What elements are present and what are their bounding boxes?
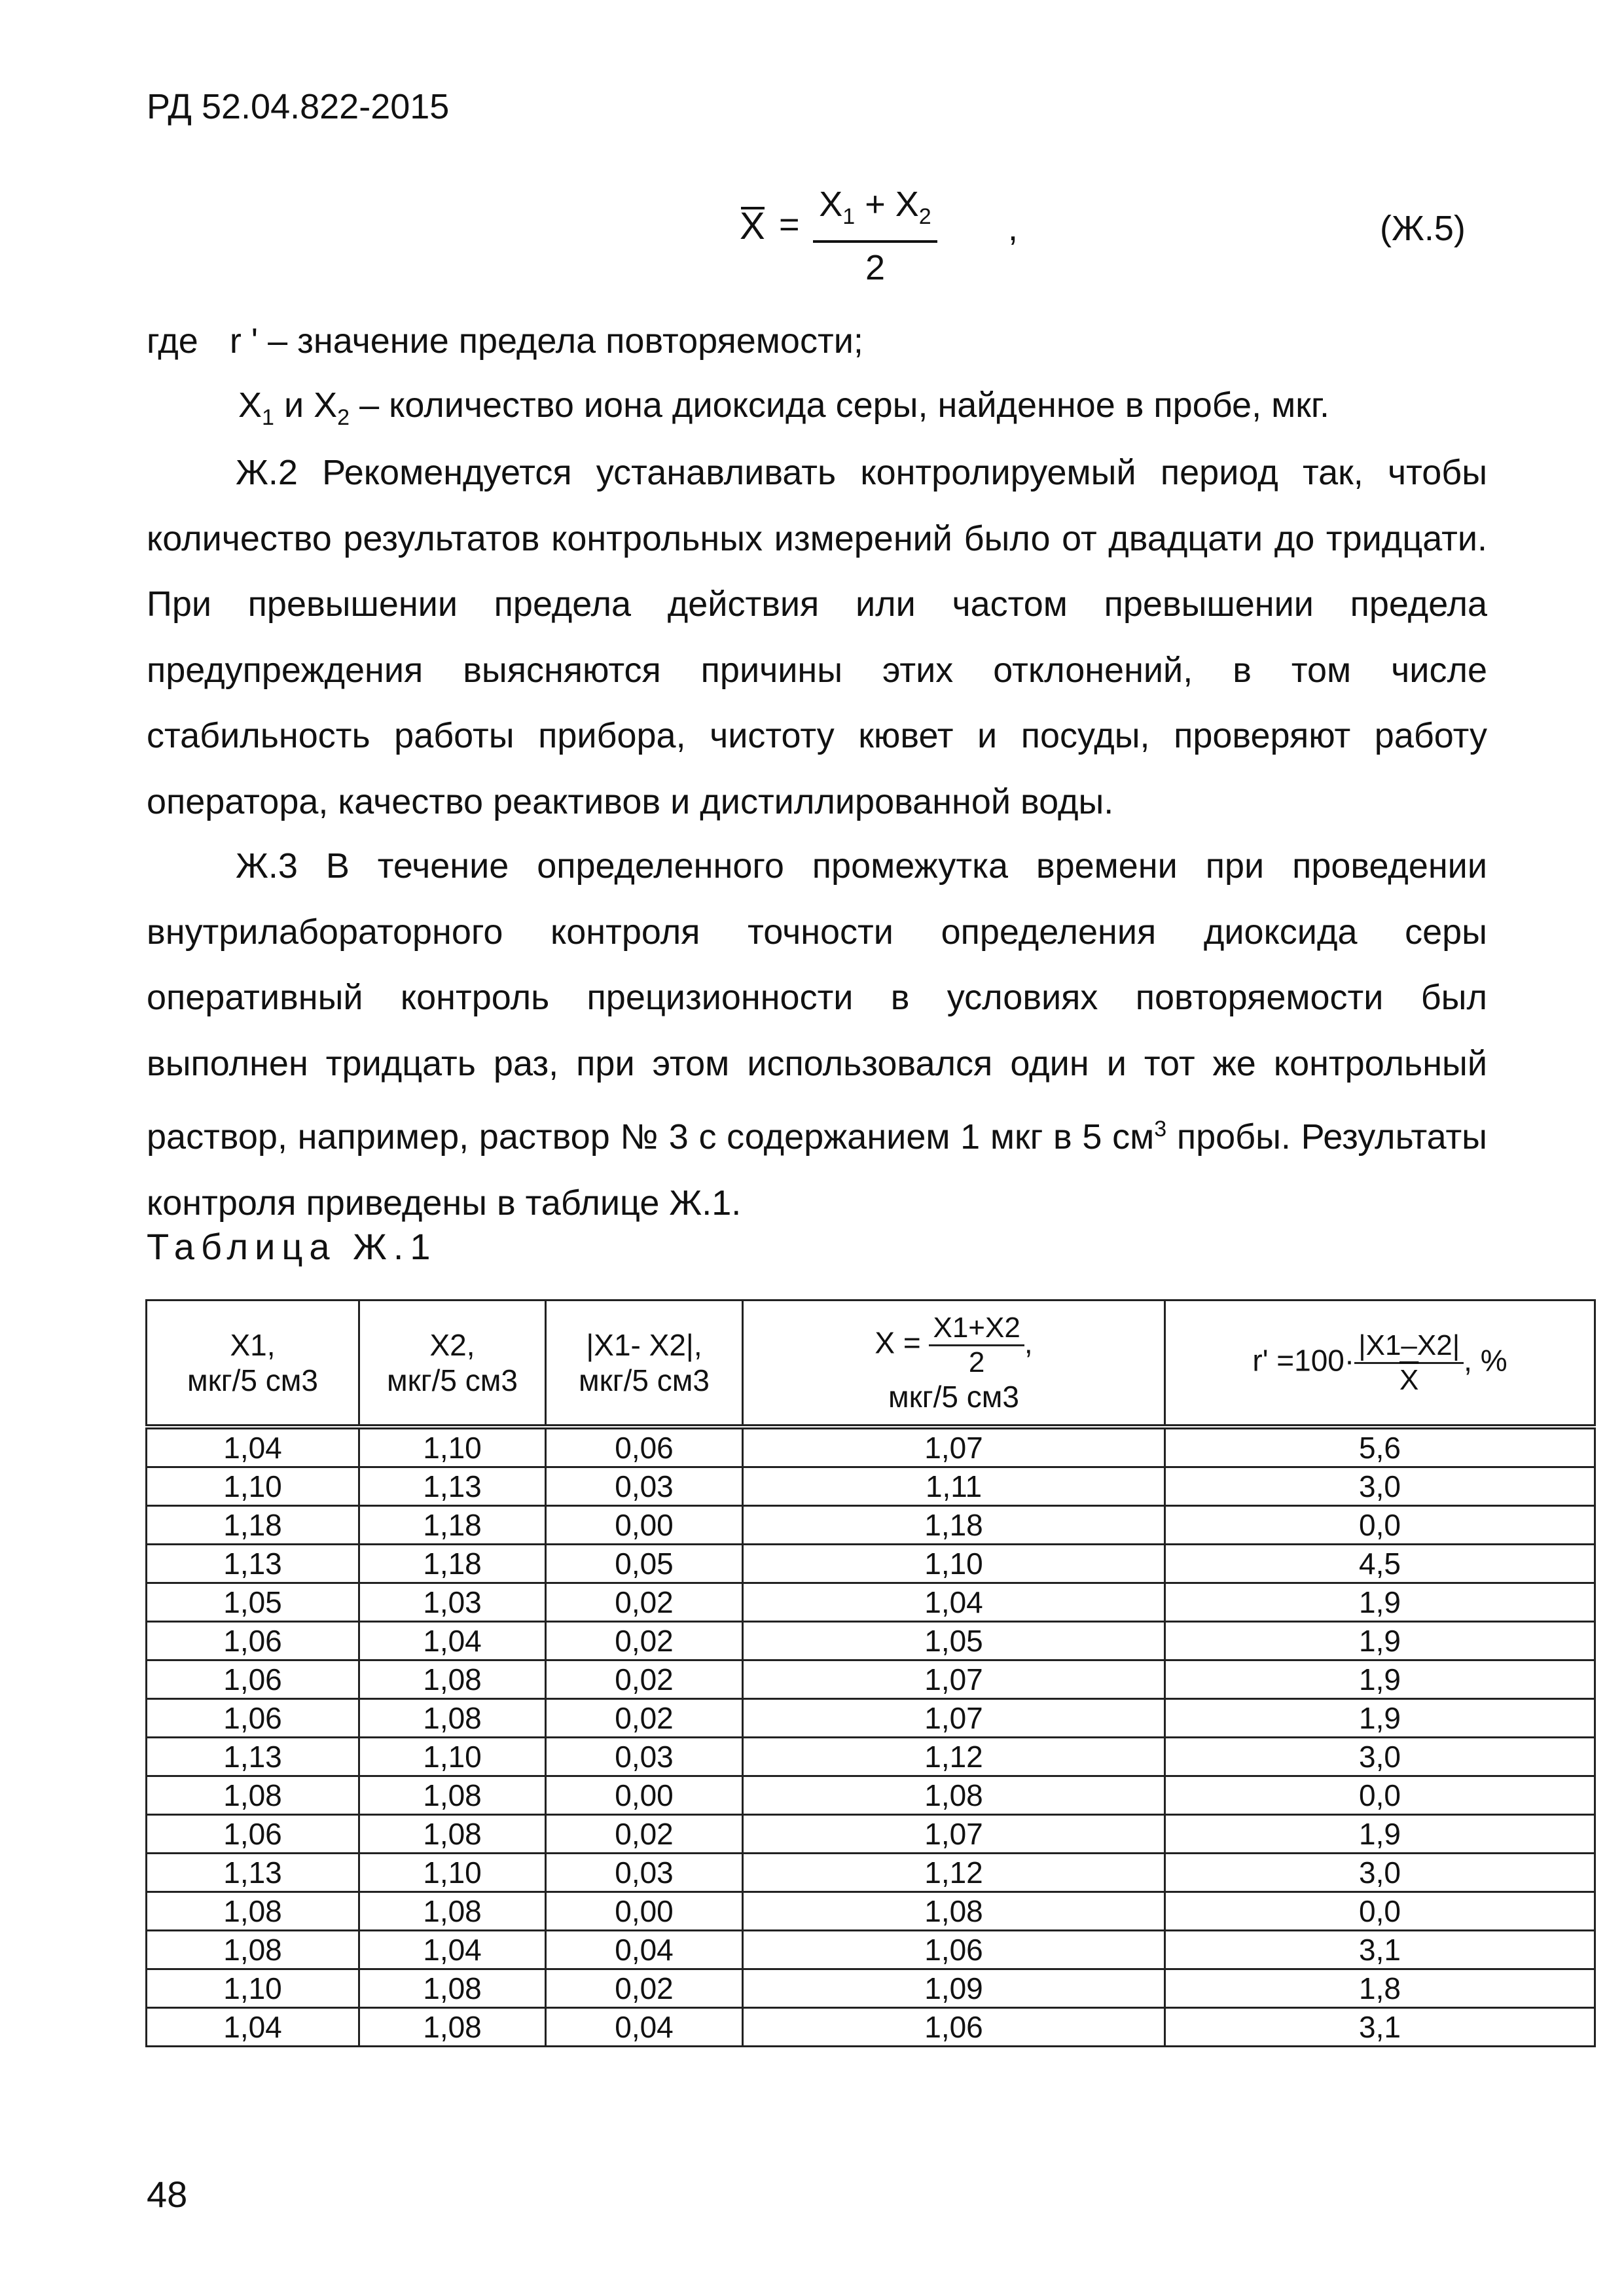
table-row: [147, 1660, 1595, 1699]
header-x2: X2, мкг/5 см3: [359, 1300, 546, 1427]
table-cell: 3,0: [1165, 1854, 1595, 1892]
table-cell: 1,10: [359, 1738, 546, 1776]
table-cell: 1,09: [743, 1969, 1165, 2008]
formula-comma: ,: [1008, 209, 1019, 248]
table-cell: 1,08: [359, 1660, 546, 1699]
table-cell: 1,04: [743, 1583, 1165, 1622]
table-header-row: [147, 1300, 1595, 1427]
table-row: [147, 1583, 1595, 1622]
table-cell: 1,18: [359, 1545, 546, 1583]
table-cell: 0,03: [546, 1467, 743, 1506]
table-cell: 0,03: [546, 1854, 743, 1892]
formula-denominator: 2: [865, 247, 886, 287]
table-row: [147, 1892, 1595, 1931]
table-cell: 4,5: [1165, 1545, 1595, 1583]
formula-equals: =: [779, 205, 800, 244]
table-cell: 1,12: [743, 1854, 1165, 1892]
table-cell: 1,04: [147, 2008, 359, 2047]
table-cell: 1,06: [147, 1660, 359, 1699]
table-cell: 1,9: [1165, 1699, 1595, 1738]
definition-x: $X_1$ и $X_2$ – количество иона диоксида серы, найденное в пробе, мкг.: [238, 386, 1329, 430]
table-cell: 1,9: [1165, 1583, 1595, 1622]
table-cell: 0,0: [1165, 1506, 1595, 1545]
page-number: 48: [147, 2174, 188, 2215]
table-cell: 1,08: [743, 1776, 1165, 1815]
table-cell: 1,12: [743, 1738, 1165, 1776]
table-row: [147, 1699, 1595, 1738]
table-row: [147, 1969, 1595, 2008]
table-cell: 1,18: [743, 1506, 1165, 1545]
table-cell: 1,07: [743, 1699, 1165, 1738]
table-cell: 1,07: [743, 1815, 1165, 1854]
table-cell: 1,08: [743, 1892, 1165, 1931]
table-cell: 1,06: [147, 1622, 359, 1660]
table-cell: 0,0: [1165, 1892, 1595, 1931]
table-cell: 1,9: [1165, 1622, 1595, 1660]
table-row: [147, 1776, 1595, 1815]
table-cell: 1,10: [147, 1467, 359, 1506]
table-cell: 1,08: [359, 1815, 546, 1854]
table-cell: 1,08: [359, 1699, 546, 1738]
table-cell: 0,04: [546, 1931, 743, 1969]
table-cell: 1,9: [1165, 1660, 1595, 1699]
table-cell: 1,11: [743, 1467, 1165, 1506]
document-header: РД 52.04.822-2015: [147, 87, 450, 126]
table-cell: 1,05: [147, 1583, 359, 1622]
table-cell: 5,6: [1165, 1427, 1595, 1467]
table-row: [147, 1622, 1595, 1660]
table-cell: 0,02: [546, 1583, 743, 1622]
equation-number: (Ж.5): [1380, 209, 1466, 248]
table-cell: 0,05: [546, 1545, 743, 1583]
table-cell: 1,13: [147, 1545, 359, 1583]
table-cell: 1,08: [359, 1892, 546, 1931]
table-cell: 1,08: [359, 1969, 546, 2008]
table-cell: 1,04: [359, 1622, 546, 1660]
table-cell: 3,0: [1165, 1738, 1595, 1776]
table-cell: 1,08: [147, 1892, 359, 1931]
table-cell: 1,10: [359, 1427, 546, 1467]
table-cell: 1,06: [147, 1815, 359, 1854]
formula-lhs: X: [740, 205, 765, 247]
where-word: где: [147, 321, 198, 361]
table-cell: 0,02: [546, 1660, 743, 1699]
r-definition: r ' – значение предела повторяемости;: [229, 321, 863, 361]
formula-numerator: $X_1 + X_2$: [819, 185, 931, 229]
table-cell: 3,1: [1165, 2008, 1595, 2047]
table-cell: 1,13: [147, 1854, 359, 1892]
table-cell: 1,10: [359, 1854, 546, 1892]
table-cell: 1,07: [743, 1427, 1165, 1467]
table-cell: 1,03: [359, 1583, 546, 1622]
table-cell: 1,10: [147, 1969, 359, 2008]
table-cell: 0,00: [546, 1776, 743, 1815]
header-repeatability: r' =100· $\frac{|X1-X2|}{X}$ , %: [1165, 1300, 1595, 1427]
table-cell: 0,02: [546, 1969, 743, 2008]
table-cell: 1,8: [1165, 1969, 1595, 2008]
table-cell: 3,0: [1165, 1467, 1595, 1506]
header-abs-diff: |X1- X2|, мкг/5 см3: [546, 1300, 743, 1427]
header-mean: X = $\frac{X1+X2}{2}$ , мкг/5 см3: [743, 1300, 1165, 1427]
table-cell: 0,06: [546, 1427, 743, 1467]
table-cell: 1,07: [743, 1660, 1165, 1699]
table-cell: 1,18: [359, 1506, 546, 1545]
results-table: [145, 1299, 1596, 2047]
table-cell: 0,02: [546, 1622, 743, 1660]
table-cell: 1,08: [359, 2008, 546, 2047]
table-cell: 0,04: [546, 2008, 743, 2047]
table-row: [147, 1427, 1595, 1467]
table-row: [147, 1467, 1595, 1506]
table-row: [147, 1815, 1595, 1854]
table-cell: 1,08: [147, 1776, 359, 1815]
table-row: [147, 1545, 1595, 1583]
definition-r: [147, 321, 863, 361]
table-row: [147, 1738, 1595, 1776]
formula-fraction: [813, 183, 937, 289]
table-cell: 1,06: [743, 1931, 1165, 1969]
table-cell: 1,04: [147, 1427, 359, 1467]
table-cell: 1,04: [359, 1931, 546, 1969]
table-cell: 3,1: [1165, 1931, 1595, 1969]
table-cell: 0,00: [546, 1506, 743, 1545]
paragraph-zh3: Ж.3 В течение определенного промежутка времени при проведении внутрилабораторного контроля точности определения диоксида серы оперативный контроль прецизионности в условиях повторяемости был выполнен тридцать раз, при этом использовался один и тот же контрольный раствор, например, раствор № 3 с содержанием 1 мкг в 5 $см^3$ пробы. Результаты контроля приведены в таблице Ж.1.: [147, 846, 1487, 1223]
table-caption: Таблица Ж.1: [147, 1226, 437, 1267]
table-cell: 1,06: [147, 1699, 359, 1738]
table-cell: 1,13: [359, 1467, 546, 1506]
header-x1: X1, мкг/5 см3: [147, 1300, 359, 1427]
table-row: [147, 1854, 1595, 1892]
table-row: [147, 1931, 1595, 1969]
table-cell: 0,02: [546, 1815, 743, 1854]
table-cell: 1,08: [359, 1776, 546, 1815]
table-cell: 0,03: [546, 1738, 743, 1776]
table-cell: 1,05: [743, 1622, 1165, 1660]
table-cell: 1,18: [147, 1506, 359, 1545]
table-cell: 0,00: [546, 1892, 743, 1931]
table-cell: 1,10: [743, 1545, 1165, 1583]
table-row: [147, 2008, 1595, 2047]
table-row: [147, 1506, 1595, 1545]
table-cell: 0,02: [546, 1699, 743, 1738]
table-cell: 1,9: [1165, 1815, 1595, 1854]
formula-mean: [740, 183, 975, 287]
table-cell: 0,0: [1165, 1776, 1595, 1815]
paragraph-zh2: Ж.2 Рекомендуется устанавливать контролируемый период так, чтобы количество результатов контрольных измерений было от двадцати до тридцати. При превышении предела действия или частом превышении предела предупреждения выясняются причины этих отклонений, в том числе стабильность работы прибора, чистоту кювет и посуды, проверяют работу оператора, качество реактивов и дистиллированной воды.: [147, 453, 1487, 821]
table-cell: 1,08: [147, 1931, 359, 1969]
table-cell: 1,06: [743, 2008, 1165, 2047]
table-cell: 1,13: [147, 1738, 359, 1776]
